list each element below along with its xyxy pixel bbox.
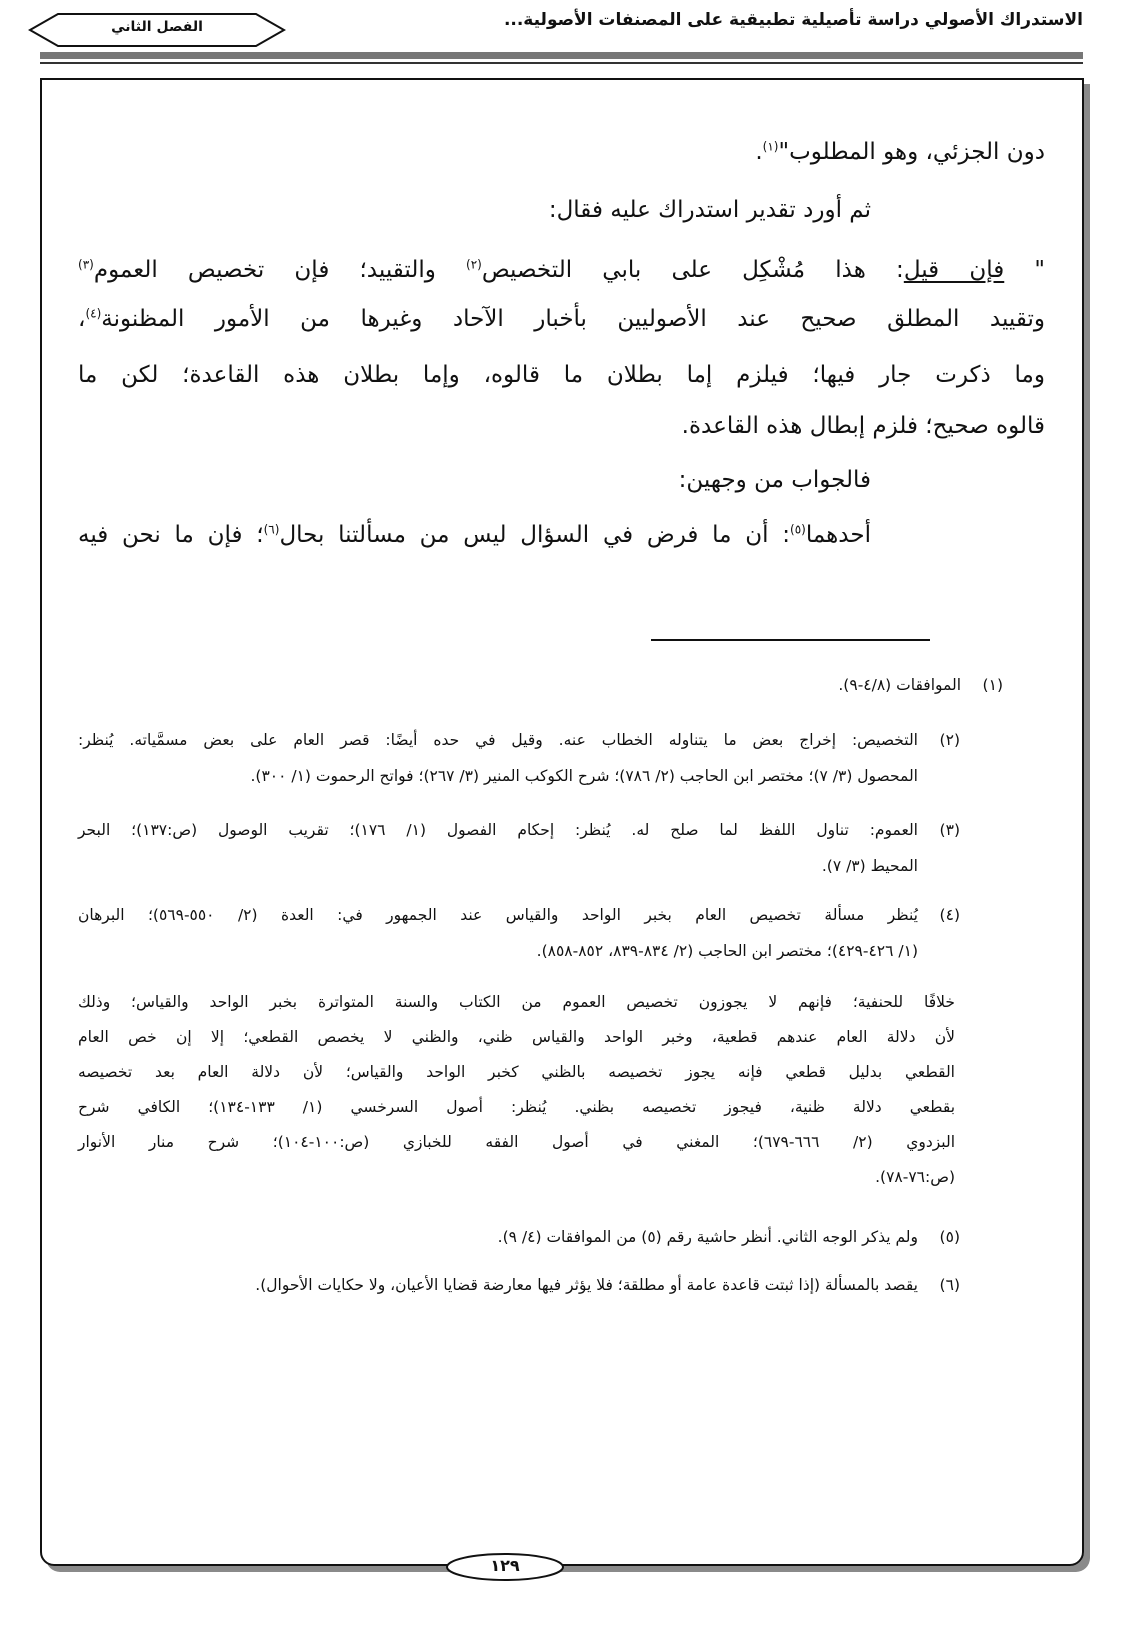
text: والتقييد؛ فإن تخصيص العموم — [93, 257, 467, 283]
page-number: ١٢٩ — [490, 1556, 520, 1575]
body-line-8 — [78, 519, 871, 551]
footnote-5 — [497, 1225, 960, 1249]
body-line-7: فالجواب من وجهين: — [678, 467, 871, 493]
footnote-ref[interactable]: (١) — [762, 139, 779, 154]
footnote-line: المحصول (٣/ ٧)؛ مختصر ابن الحاجب (٢/ ٧٨٦)؛ شرح الكوكب المنير (٣/ ٢٦٧)؛ فواتح الرحموت (١/ ٣٠٠). — [250, 767, 918, 785]
footnote-line: (١/ ٤٢٦-٤٢٩)؛ مختصر ابن الحاجب (٢/ ٨٣٤-٨٣٩، ٨٥٢-٨٥٨). — [536, 942, 918, 960]
footnote-line: يقصد بالمسألة (إذا ثبتت قاعدة عامة أو مطلقة؛ فلا يؤثر فيها معارضة قضايا الأعيان، ولا حكايات الأحوال). — [255, 1276, 918, 1294]
footnote-number: (٣) — [939, 821, 960, 839]
footnote-1 — [81, 673, 1003, 697]
text: : أن ما فرض في السؤال ليس من مسألتنا بحال — [279, 522, 791, 548]
footnote-ref[interactable]: (٤) — [85, 306, 102, 321]
footnote-line: التخصيص: إخراج بعض ما يتناوله الخطاب عنه. وقيل في حده أيضًا: قصر العام على بعض مسمَّياته. يُنظر: — [78, 731, 918, 749]
footnote-ref[interactable]: (٢) — [466, 257, 482, 272]
header-rule — [40, 52, 1083, 59]
footnote-line: ولم يذكر الوجه الثاني. أنظر حاشية رقم (٥) من الموافقات (٤/ ٩). — [497, 1228, 918, 1246]
body-line-5: وما ذكرت جار فيها؛ فيلزم إما بطلان ما قالوه، وإما بطلان هذه القاعدة؛ لكن ما — [78, 362, 1045, 388]
text: وتقييد المطلق صحيح عند الأصوليين بأخبار الآحاد وغيرها من الأمور المظنونة — [101, 306, 1045, 332]
footnote-4 — [78, 903, 960, 963]
running-title: الاستدراك الأصولي دراسة تأصيلية تطبيقية على المصنفات الأصولية... — [503, 10, 1083, 30]
text: أحدهما — [805, 522, 871, 548]
footnote-ref[interactable]: (٦) — [263, 522, 280, 537]
footnote-line: يُنظر مسألة تخصيص العام بخبر الواحد والقياس عند الجمهور في: العدة (٢/ ٥٥٠-٥٦٩)؛ البرهان — [78, 906, 918, 924]
footnote-line: (ص:٧٦-٧٨). — [875, 1168, 955, 1186]
footnote-line: الموافقات (٤/٨-٩). — [838, 676, 961, 694]
body-line-4 — [78, 303, 1045, 335]
footnote-separator — [651, 639, 930, 641]
header-rule-thin — [40, 62, 1083, 64]
page-number-badge — [445, 1552, 565, 1582]
footnote-line: العموم: تناول اللفظ لما صلح له. يُنظر: إحكام الفصول (١/ ١٧٦)؛ تقريب الوصول (ص:١٣٧)؛ البحر — [78, 821, 918, 839]
footnote-ref[interactable]: (٥) — [790, 522, 806, 537]
footnote-line: بقطعي دلالة ظنية، فيجوز تخصيصه بظني. يُنظر: أصول السرخسي (١/ ١٣٣-١٣٤)؛ الكافي شرح — [78, 1098, 956, 1116]
footnote-line: البزدوي (٢/ ٦٦٦-٦٧٩)؛ المغني في أصول الفقه للخبازي (ص:١٠٠-١٠٤)؛ شرح منار الأنوار — [78, 1133, 956, 1151]
emphasis-text: فإن قيل — [903, 257, 1005, 283]
footnote-line: لأن دلالة العام عندهم قطعية، وخبر الواحد والقياس ظني، والظني لا يخصص القطعي؛ إلا إن خص العام — [78, 1028, 955, 1046]
chapter-label: الفصل الثاني — [111, 19, 203, 35]
footnote-2 — [78, 728, 960, 788]
text: : هذا مُشْكِل على بابي التخصيص — [481, 257, 904, 283]
footnote-3 — [78, 818, 960, 878]
footnote-ref[interactable]: (٣) — [78, 257, 94, 272]
footnote-line: المحيط (٣/ ٧). — [821, 857, 918, 875]
footnote-6 — [255, 1273, 960, 1297]
footnote-number: (٢) — [939, 731, 960, 749]
footnote-line: خلافًا للحنفية؛ فإنهم لا يجوزون تخصيص العموم من الكتاب والسنة المتواترة بخبر الواحد والقياس؛ وذلك — [78, 993, 955, 1011]
body-line-1 — [755, 136, 1045, 168]
text: دون الجزئي، وهو المطلوب" — [778, 139, 1045, 165]
footnote-number: (١) — [982, 676, 1003, 694]
footnote-number: (٦) — [939, 1276, 960, 1294]
footnote-line: القطعي بدليل قطعي فإنه يجوز تخصيصه بالظني كخبر الواحد والقياس؛ لأن دلالة العام بعد تخصيصه — [78, 1063, 955, 1081]
text: ، — [78, 306, 86, 332]
footnote-number: (٤) — [939, 906, 960, 924]
chapter-badge — [28, 12, 286, 48]
body-line-2: ثم أورد تقدير استدراك عليه فقال: — [548, 197, 871, 223]
footnote-4-continuation — [78, 990, 955, 1189]
footnote-number: (٥) — [939, 1228, 960, 1246]
body-line-6: قالوه صحيح؛ فلزم إبطال هذه القاعدة. — [681, 413, 1045, 439]
text: ؛ فإن ما نحن فيه — [78, 522, 264, 548]
body-line-3 — [78, 254, 1045, 286]
text: . — [755, 139, 763, 165]
text: " — [1004, 257, 1046, 283]
